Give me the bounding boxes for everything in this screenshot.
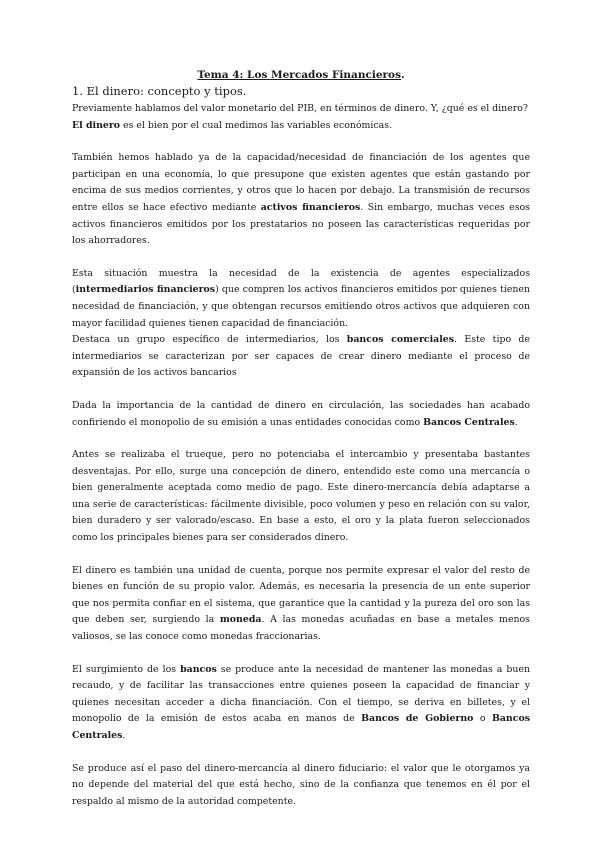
p2-pre: También hemos hablado ya de la capacidad/necesidad de financiación de los agentes que participan en una economía, lo que presupone que existen agentes que están gastando por encima de sus medios corrientes, y otros que lo hacen por debajo. La transmisión de recursos entre ellos se hace efectivo mediante	[72, 152, 530, 213]
p2-bold: activos financieros	[260, 201, 361, 213]
p8-pre: El surgimiento de los	[72, 663, 181, 675]
p8-mid-2: o	[473, 713, 492, 725]
p7-bold: moneda	[219, 614, 262, 626]
paragraph-7	[72, 563, 530, 646]
p4-pre: Destaca un grupo específico de intermediarios, los	[72, 334, 347, 346]
p3-post: ) que compren los activos financieros emitidos por quienes tienen necesidad de financiación, y que obtengan recursos emitiendo otros activos que adquieren con mayor facilidad quienes tienen capacidad de financiación.	[72, 284, 530, 329]
p8-mid: se produce ante la necesidad de mantener las monedas a buen recaudo, y de facilitar las transacciones entre quienes poseen la capacidad de financiar y quienes necesitan acceder a dicha financiación. Con el tiempo, se deriva en billetes, y el monopolio de la emisión de estos acaba en manos de	[72, 663, 530, 725]
p8-bold: bancos	[180, 663, 217, 675]
p3-bold: intermediarios financieros	[75, 284, 216, 296]
paragraph-4	[72, 332, 530, 382]
title-text: Tema 4: Los Mercados Financieros	[197, 69, 401, 81]
p4-bold: bancos comerciales	[346, 334, 455, 346]
p5-pre: Dada la importancia de la cantidad de dinero en circulación, las sociedades han acabado confiriendo el monopolio de su emisión a unas entidades conocidas como	[72, 399, 530, 428]
p7-pre: El dinero es también una unidad de cuenta, porque nos permite expresar el valor del resto de bienes en función de su propio valor. Además, es necesaria la presencia de un ente superior que nos permita confiar en el sistema, que garantice que la cantidad y la pureza del oro son las que deben ser, surgiendo la	[72, 564, 530, 626]
p8-post: .	[122, 730, 126, 741]
p7-post: . A las monedas acuñadas en base a metales menos valiosos, se las conoce como monedas fraccionarias.	[72, 614, 530, 643]
p5-bold: Bancos Centrales	[423, 416, 515, 428]
paragraph-8	[72, 662, 530, 745]
p1-line-a: Previamente hablamos del valor monetario del PIB, en términos de dinero. Y, ¿qué es el dinero?	[72, 103, 528, 114]
paragraph-3	[72, 266, 530, 332]
p5-post: .	[514, 416, 518, 428]
p2-post: . Sin embargo, muchas veces esos activos financieros emitidos por los prestatarios no poseen las características requeridas por los ahorradores.	[72, 201, 530, 247]
title-period: .	[400, 69, 405, 81]
paragraph-5	[72, 398, 530, 431]
p1-bold: El dinero	[72, 119, 121, 131]
p1-line-b: es el bien por el cual medimos las variables económicas.	[120, 119, 393, 131]
p8-bold-2: Bancos de Gobierno	[361, 713, 474, 725]
document-title	[72, 68, 530, 82]
paragraph-2	[72, 150, 530, 250]
paragraph-9: Se produce así el paso del dinero-mercancía al dinero fiduciario: el valor que le otorgamos ya no depende del material del que está hecho, sino de la confianza que tenemos en él por el respaldo al mismo de la autoridad competente.	[72, 762, 530, 807]
paragraph-1	[72, 101, 530, 134]
p4-post: . Este tipo de intermediarios se caracterizan por ser capaces de crear dinero mediante el proceso de expansión de los activos bancarios	[72, 334, 530, 379]
paragraph-6: Antes se realizaba el trueque, pero no potenciaba el intercambio y presentaba bastantes desventajas. Por ello, surge una concepción de dinero, entendido este como una mercancía o bien generalmente aceptada como medio de pago. Este dinero-mercancía debía adaptarse a una serie de características: fácilmente divisible, poco volumen y peso en relación con su valor, bien duradero y ser valorado/escaso. En base a esto, el oro y la plata fueron seleccionados como los principales bienes para ser considerados dinero.	[72, 449, 530, 544]
section-heading: 1. El dinero: concepto y tipos.	[72, 84, 247, 98]
p3-pre: Esta situación muestra la necesidad de la existencia de agentes especializados (	[72, 267, 530, 296]
p8-bold-3: Bancos Centrales	[72, 713, 530, 741]
